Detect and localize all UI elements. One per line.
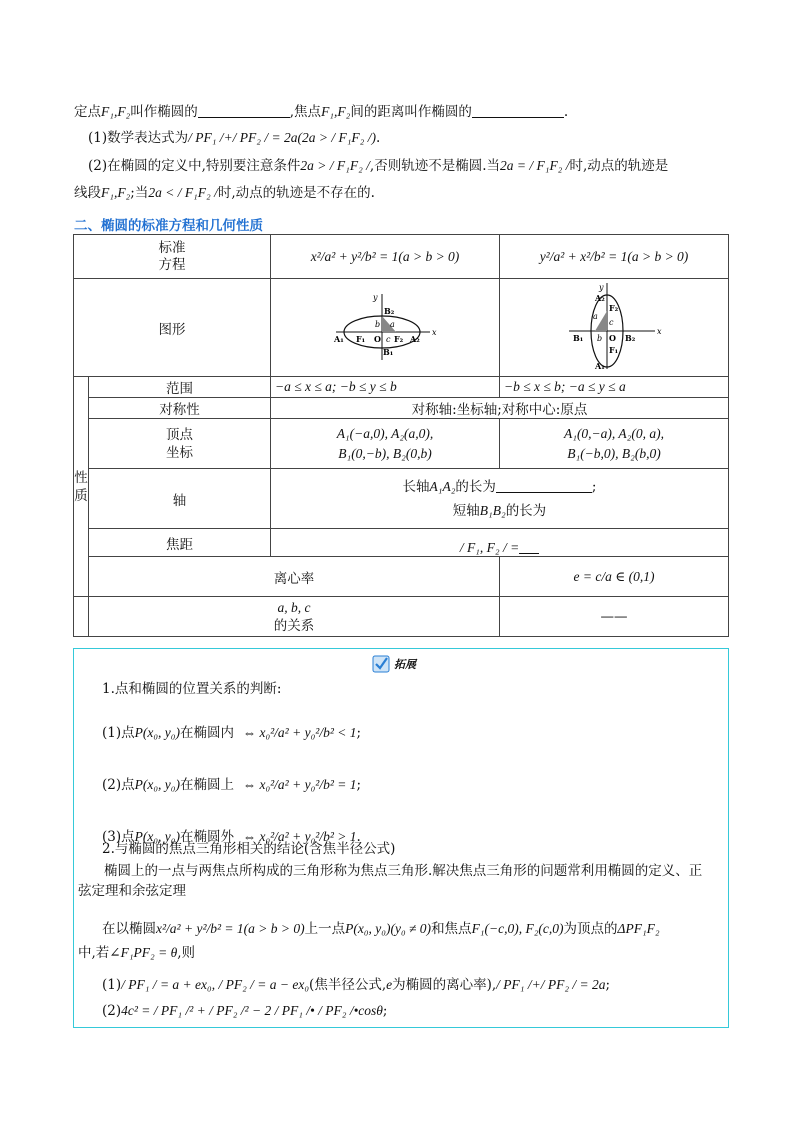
ext-paragraph-cont: 弦定理和余弦定理 <box>78 883 186 899</box>
ext-paragraph: 椭圆上的一点与两焦点所构成的三角形称为焦点三角形.解决焦点三角形的问题常利用椭圆的定义、正 <box>104 863 703 879</box>
condition-line <box>88 156 726 176</box>
standard-equation-vertical: y²/a² + x²/b² = 1(a > b > 0) <box>500 235 729 279</box>
text: (2)在椭圆的定义中,特别要注意条件 <box>88 158 301 174</box>
vertices-vertical <box>500 419 729 469</box>
eccentricity-value: e = c/a ∈ (0,1) <box>500 557 729 597</box>
ellipse-properties-table <box>73 234 729 637</box>
abc-relation-value: —— <box>500 597 729 637</box>
check-icon <box>372 655 390 673</box>
point-on-line: (2)点P(x₀, y₀)在椭圆上 ⇔ x₀²/a² + y₀²/b² = 1; <box>102 777 362 793</box>
text: 定点 <box>74 104 101 120</box>
label-b2: B₂ <box>625 332 636 343</box>
label-b1: B₁ <box>573 332 584 343</box>
text: . <box>563 104 569 120</box>
symmetry-value: 对称轴:坐标轴;对称中心:原点 <box>271 398 729 419</box>
table-row <box>74 398 729 419</box>
table-row <box>74 279 729 377</box>
row-label: 标准方程 <box>74 235 271 279</box>
table-row <box>74 557 729 597</box>
math-foci: F₁,F₂ <box>321 104 351 119</box>
label-c: c <box>386 334 391 344</box>
text: 间的距离叫作椭圆的 <box>350 104 472 120</box>
axis-label-y: y <box>599 282 604 292</box>
fill-blank <box>198 103 290 118</box>
focal-triangle-angle: 中,若∠F₁PF₂ = θ,则 <box>78 945 196 961</box>
table-row <box>74 469 729 529</box>
text: ,焦点 <box>289 104 322 120</box>
row-label: 焦距 <box>89 529 271 557</box>
math-formula: 2a < / F₁F₂ / <box>148 185 218 200</box>
axis-label-x: x <box>432 327 437 337</box>
major-axis-line: 长轴A₁A₂的长为 ; <box>402 478 597 495</box>
table-row <box>74 419 729 469</box>
vertex-line: A₁(0,−a), A₂(0, a), <box>564 425 664 441</box>
row-label: 顶点坐标 <box>89 419 271 469</box>
label-f2: F₂ <box>394 333 404 344</box>
label-a: a <box>390 319 395 329</box>
empty-cell <box>74 597 89 637</box>
badge-label: 拓展 <box>394 658 416 671</box>
label-a1: A₁ <box>334 333 344 344</box>
label-f1: F₁ <box>356 333 366 344</box>
focal-triangle-premise: 在以椭圆x²/a² + y²/b² = 1(a > b > 0)上一点P(x₀, y₀)(y₀ ≠ 0)和焦点F₁(−c,0), F₂(c,0)为顶点的ΔPF₁F₂ <box>102 921 660 937</box>
figure-vertical-ellipse <box>500 279 729 377</box>
label-b2: B₂ <box>384 305 395 316</box>
text: . <box>375 130 381 146</box>
fill-blank <box>496 478 592 493</box>
math-formula: 2a > / F₁F₂ / <box>300 158 370 173</box>
text: 时,动点的轨迹是不存在的. <box>217 185 375 201</box>
table-row <box>74 235 729 279</box>
label-origin: O <box>609 332 616 343</box>
range-horizontal: −a ≤ x ≤ a; −b ≤ y ≤ b <box>271 377 500 398</box>
row-label: 范围 <box>89 377 271 398</box>
label-b: b <box>375 319 381 329</box>
vertex-line: B₁(0,−b), B₂(0,b) <box>338 445 432 461</box>
focal-distance: / F₁, F₂ / = <box>271 529 729 557</box>
ext-heading-1: 1.点和椭圆的位置关系的判断: <box>102 681 282 697</box>
label-c: c <box>609 317 614 327</box>
label-a2: A₂ <box>410 333 420 344</box>
property-group-label: 性质 <box>74 377 89 597</box>
row-label: a, b, c 的关系 <box>89 597 500 637</box>
text: ;当 <box>130 185 149 201</box>
math-formula: / PF₁ /+/ PF₂ / = 2a(2a > / F₁F₂ /) <box>188 130 376 145</box>
vertices-horizontal <box>271 419 500 469</box>
vertex-line: B₁(−b,0), B₂(b,0) <box>567 445 661 461</box>
label-f2: F₂ <box>609 302 619 313</box>
label-origin: O <box>374 333 381 344</box>
axis-label-y: y <box>373 292 378 302</box>
minor-axis-line: 短轴B₁B₂的长为 <box>452 502 547 519</box>
horizontal-ellipse-diagram <box>330 290 440 362</box>
point-inside-line: (1)点P(x₀, y₀)在椭圆内 ⇔ x₀²/a² + y₀²/b² < 1; <box>102 725 362 741</box>
range-vertical: −b ≤ x ≤ b; −a ≤ y ≤ a <box>500 377 729 398</box>
fill-blank <box>472 103 564 118</box>
text: (1)数学表达式为 <box>88 130 189 146</box>
label-b: b <box>597 333 603 343</box>
vertical-ellipse-diagram <box>559 281 669 371</box>
row-label: 轴 <box>89 469 271 529</box>
text: ,否则轨迹不是椭圆.当 <box>369 158 501 174</box>
math-foci: F₁,F₂ <box>101 104 131 119</box>
math-formula: 2a = / F₁F₂ / <box>500 158 570 173</box>
expression-line <box>88 128 726 148</box>
label-a: a <box>593 311 598 321</box>
table-row <box>74 377 729 398</box>
ext-heading-2: 2.与椭圆的焦点三角形相关的结论(含焦半径公式) <box>102 841 396 857</box>
label-b1: B₁ <box>383 346 394 357</box>
fill-blank <box>519 539 539 554</box>
vertex-line: A₁(−a,0), A₂(a,0), <box>336 425 434 441</box>
axis-label-x: x <box>657 326 662 336</box>
result-1: (1)/ PF₁ / = a + ex₀, / PF₂ / = a − ex₀(焦半径公式,e为椭圆的离心率),/ PF₁ /+/ PF₂ / = 2a; <box>102 977 611 993</box>
condition-line-2 <box>74 183 726 203</box>
row-label: 图形 <box>74 279 271 377</box>
text: 叫作椭圆的 <box>130 104 198 120</box>
row-label: 离心率 <box>89 557 500 597</box>
standard-equation-horizontal: x²/a² + y²/b² = 1(a > b > 0) <box>271 235 500 279</box>
math-formula: F₁,F₂ <box>101 185 131 200</box>
point-outside-line: (3)点P(x₀, y₀)在椭圆外 ⇔ x₀²/a² + y₀²/b² > 1. <box>102 829 361 845</box>
table-row <box>74 597 729 637</box>
row-label: 对称性 <box>89 398 271 419</box>
text: 时,动点的轨迹是 <box>569 158 669 174</box>
label-a2: A₂ <box>595 292 605 303</box>
text: 线段 <box>74 185 101 201</box>
section-title: 二、椭圆的标准方程和几何性质 <box>74 218 263 234</box>
figure-horizontal-ellipse <box>271 279 500 377</box>
label-a1: A₁ <box>595 360 605 371</box>
extension-badge <box>372 653 420 675</box>
axis-lengths <box>271 469 729 529</box>
extension-box <box>73 648 729 1028</box>
definition-line <box>74 102 726 122</box>
table-row <box>74 529 729 557</box>
result-2: (2)4c² = / PF₁ /² + / PF₂ /² − 2 / PF₁ /• / PF₂ /•cosθ; <box>102 1003 388 1019</box>
label-f1: F₁ <box>609 344 619 355</box>
